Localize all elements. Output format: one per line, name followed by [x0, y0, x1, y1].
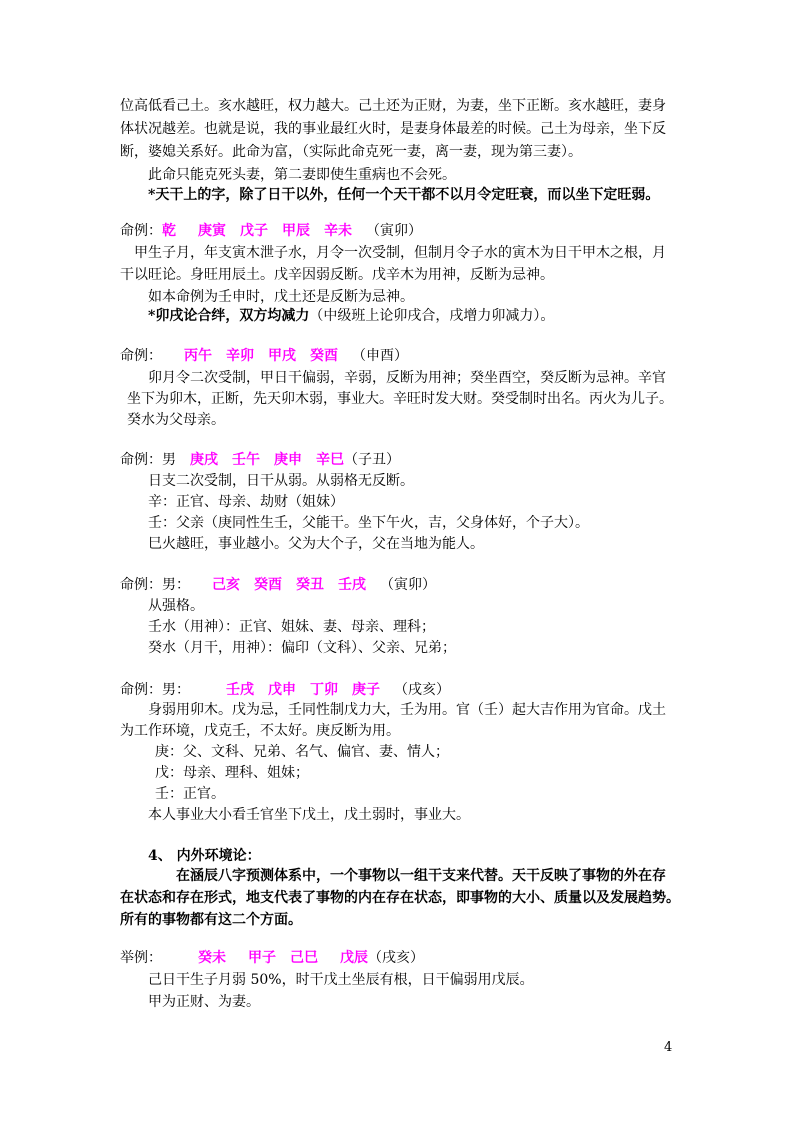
text-line: 如本命例为壬申时，戊土还是反断为忌神。: [148, 289, 414, 305]
pillar-month: 甲子: [248, 950, 276, 966]
pillar-month: 壬午: [232, 452, 260, 468]
text-line: 庚：父、文科、兄弟、名气、偏官、妻、情人；: [155, 744, 449, 760]
pillar-day: 甲辰: [282, 223, 310, 239]
pillar-year: 癸未: [198, 950, 226, 966]
case-header: [120, 346, 408, 366]
case-void: （戌亥）: [368, 950, 424, 966]
gender-char: 乾: [162, 223, 176, 239]
text-line: 身弱用卯木。戊为忌，壬同性制戊力大，壬为用。官（壬）起大吉作用为官命。戊土: [148, 702, 666, 718]
case-void: （寅卯）: [366, 223, 422, 239]
text-line: 从强格。: [148, 598, 204, 614]
case-void: （寅卯）: [380, 577, 436, 593]
pillar-hour: 癸酉: [310, 348, 338, 364]
pillar-year: 丙午: [184, 348, 212, 364]
text-line: 干以旺论。身旺用辰土。戊辛因弱反断。戊辛木为用神，反断为忌神。: [120, 267, 554, 283]
pillar-year: 庚寅: [198, 223, 226, 239]
pillar-hour: 庚子: [352, 682, 380, 698]
pillar-day: 丁卯: [310, 682, 338, 698]
pillar-year: 庚戌: [190, 452, 218, 468]
text-line: 癸水（月干，用神）：偏印（文科）、父亲、兄弟；: [148, 640, 456, 656]
pillar-day: 甲戌: [268, 348, 296, 364]
pillar-hour: 戊辰: [340, 950, 368, 966]
text-line: 辛：正官、母亲、劫财（姐妹）: [148, 494, 344, 510]
text-line: 坐下为卯木，正断，先天卯木弱，事业大。辛旺时发大财。癸受制时出名。丙火为儿子。: [127, 391, 673, 407]
section-heading: 4、 内外环境论：: [148, 848, 261, 864]
pillar-month: 戊申: [268, 682, 296, 698]
case-void: （子丑）: [344, 452, 400, 468]
text-line: 体状况越差。也就是说，我的事业最红火时，是妻身体最差的时候。己土为母亲，坐下反: [120, 121, 666, 137]
case-header: [120, 948, 424, 968]
pillar-month: 辛卯: [226, 348, 254, 364]
text-line: 此命只能克死头妻，第二妻即使生重病也不会死。: [148, 167, 456, 183]
text-line: 巳火越旺，事业越小。父为大个子，父在当地为能人。: [148, 536, 484, 552]
case-header: [120, 450, 400, 470]
pillar-day: 庚申: [274, 452, 302, 468]
text-line: 癸水为父母亲。: [127, 412, 225, 428]
text-line: 壬：正官。: [155, 786, 225, 802]
text-line: 在涵辰八字预测体系中，一个事物以一组干支来代替。天干反映了事物的外在存: [176, 868, 666, 884]
rule-note: *天干上的字，除了日干以外，任何一个天干都不以月令定旺衰，而以坐下定旺弱。: [148, 187, 660, 203]
text-line: 壬水（用神）：正官、姐妹、妻、母亲、理科；: [148, 619, 435, 635]
case-label: 命例：: [120, 348, 162, 364]
text-line: [148, 306, 554, 326]
text-line: 断，婆媳关系好。此命为富，（实际此命克死一妻，离一妻，现为第三妻）。: [120, 144, 582, 160]
text-line: 甲生子月，年支寅木泄子水，月令一次受制，但制月令子水的寅木为日干甲木之根，月: [134, 245, 666, 261]
text-line: 在状态和存在形式，地支代表了事物的内在存在状态，即事物的大小、质量以及发展趋势。: [120, 890, 680, 906]
pillar-hour: 辛未: [324, 223, 352, 239]
text-line: 壬：父亲（庚同性生壬，父能干。坐下午火，吉，父身体好，个子大）。: [148, 515, 589, 531]
text-line: 本人事业大小看壬官坐下戊土，戊土弱时，事业大。: [148, 807, 470, 823]
rule-note: *卯戌论合绊，双方均减力: [148, 308, 310, 324]
case-label: 举例：: [120, 950, 162, 966]
rule-note-detail: （中级班上论卯戌合，戌增力卯减力）。: [309, 308, 555, 324]
text-line: 卯月令二次受制，甲日干偏弱，辛弱，反断为用神；癸坐酉空，癸反断为忌神。辛官: [148, 370, 666, 386]
text-line: 己日干生子月弱 50%，时干戊土坐辰有根，日干偏弱用戊辰。: [148, 972, 534, 988]
text-line: 戊：母亲、理科、姐妹；: [155, 765, 309, 781]
text-line: 位高低看己土。亥水越旺，权力越大。己土还为正财，为妻，坐下正断。亥水越旺，妻身: [120, 98, 666, 114]
pillar-hour: 辛巳: [316, 452, 344, 468]
pillar-month: 戊子: [240, 223, 268, 239]
case-label: 命例：男: [120, 452, 176, 468]
case-label: 命例：男：: [120, 577, 190, 593]
pillar-month: 癸酉: [254, 577, 282, 593]
case-void: （戌亥）: [394, 682, 450, 698]
pillar-hour: 壬戌: [338, 577, 366, 593]
case-header: [120, 575, 436, 595]
text-line: 所有的事物都有这二个方面。: [120, 912, 302, 928]
case-header: [120, 680, 450, 700]
text-line: 为工作环境，戊克壬，不太好。庚反断为用。: [120, 723, 400, 739]
case-header: [120, 221, 422, 241]
text-line: 日支二次受制，日干从弱。从弱格无反断。: [148, 473, 414, 489]
pillar-year: 壬戌: [226, 682, 254, 698]
pillar-day: 癸丑: [296, 577, 324, 593]
pillar-day: 己巳: [290, 950, 318, 966]
case-label: 命例：男：: [120, 682, 190, 698]
page-number: 4: [664, 1040, 673, 1055]
case-label: 命例：: [120, 223, 162, 239]
pillar-year: 己亥: [212, 577, 240, 593]
case-void: （申酉）: [352, 348, 408, 364]
text-line: 甲为正财、为妻。: [148, 994, 260, 1010]
